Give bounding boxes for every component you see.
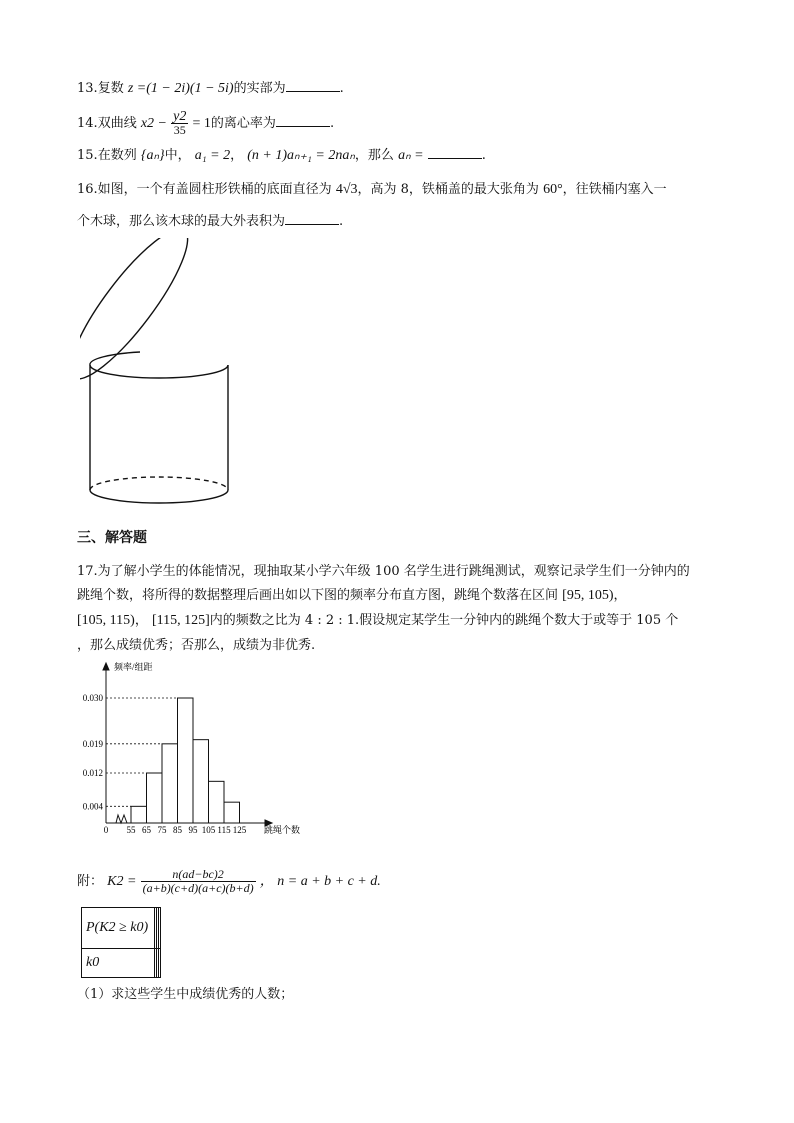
table-cell <box>159 949 161 978</box>
q17-line3 <box>77 611 678 631</box>
y-axis-title: 频率/组距 <box>114 662 153 672</box>
y-axis-arrow <box>103 663 109 670</box>
q15-ask: aₙ = <box>398 148 424 163</box>
q14-prefix: 双曲线 <box>97 116 137 131</box>
y-tick-label: 0.004 <box>82 801 103 812</box>
question-14 <box>77 110 334 138</box>
formula-denominator: (a+b)(c+d)(a+c)(b+d) <box>142 881 254 895</box>
q13-expression: z =(1 − 2i)(1 − 5i) <box>127 81 234 96</box>
y-tick-label: 0.030 <box>82 693 103 703</box>
q14-frac-den: 35 <box>173 123 186 137</box>
histogram-bar <box>147 773 163 823</box>
histogram-bar <box>193 740 209 823</box>
histogram-bar <box>224 802 240 823</box>
table-row <box>82 908 161 949</box>
formula-numerator: n(ad−bc)2 <box>141 868 256 882</box>
frequency-histogram <box>76 660 326 838</box>
q16-text-b: ，高为 8，铁桶盖的最大张角为 <box>357 182 539 197</box>
answer-blank <box>428 146 482 159</box>
q16-text-a: 16.如图，一个有盖圆柱形铁桶的底面直径为 <box>77 182 332 197</box>
q14-number: 14. <box>77 116 98 131</box>
x-tick-label: 65 <box>142 825 151 835</box>
x-tick-label: 85 <box>173 825 182 835</box>
top-front-arc <box>90 365 228 378</box>
q14-fraction <box>171 110 188 137</box>
answer-blank <box>286 79 340 92</box>
question-15 <box>77 146 486 166</box>
q15-end: . <box>481 148 486 163</box>
q16-angle: 60° <box>543 182 563 197</box>
q15-number: 15. <box>77 148 98 163</box>
q17-part1: （1）求这些学生中成绩优秀的人数； <box>77 987 294 1002</box>
q13-number: 13. <box>77 81 98 96</box>
answer-blank <box>276 114 330 127</box>
top-back-arc <box>90 352 140 365</box>
interval-3: [115, 125] <box>151 613 210 628</box>
q15-sequence: {aₙ} <box>140 148 165 163</box>
question-16-line2 <box>77 212 343 232</box>
q14-expr-a: x2 − <box>140 116 168 131</box>
critical-value-table <box>81 907 161 978</box>
q17-line2 <box>77 586 627 606</box>
q17-line1: 17.为了解小学生的体能情况，现抽取某小学六年级 100 名学生进行跳绳测试，观察记录学生们一分钟内的 <box>77 564 690 579</box>
q16-text-c: ，往铁桶内塞入一 <box>562 182 667 197</box>
y-tick-label: 0.012 <box>82 768 103 778</box>
formula-fraction <box>141 868 256 895</box>
formula <box>77 866 381 898</box>
lid-ellipse <box>80 238 204 392</box>
q15-text2: 中， <box>164 148 191 163</box>
formula-label: 附： <box>77 874 104 889</box>
q15-cond1: a₁ = 2 <box>194 148 231 163</box>
table-row <box>82 949 161 978</box>
histogram-bar <box>209 781 225 823</box>
q14-end: . <box>329 116 335 131</box>
formula-rhs: ， n = a + b + c + d. <box>259 874 381 889</box>
q14-expr-b: = 1 <box>192 116 211 131</box>
q17-line4: ，那么成绩优秀；否那么，成绩为非优秀. <box>77 638 316 653</box>
axis-break <box>116 815 127 823</box>
q16-diameter: 4√3 <box>335 182 358 197</box>
table-cell-k: k0 <box>82 949 155 978</box>
formula-lhs: K2 = <box>107 874 137 889</box>
question-16-line1 <box>77 180 667 200</box>
bottom-front-arc <box>90 490 228 503</box>
q14-suffix: 的离心率为 <box>210 116 276 131</box>
interval-1: [95, 105) <box>562 588 614 603</box>
q15-cond2: (n + 1)aₙ₊₁ = 2naₙ <box>247 148 355 163</box>
q17-comma: ， <box>613 588 627 603</box>
histogram-bar <box>178 698 194 823</box>
x-tick-label: 0 <box>103 825 109 835</box>
x-axis-title: 跳绳个数 <box>264 825 301 835</box>
x-tick-label: 115 <box>217 825 231 835</box>
q15-comma: ， <box>230 148 244 163</box>
section-title: 三、解答题 <box>77 530 147 546</box>
x-tick-label: 55 <box>126 825 136 835</box>
q17-ratio-text: 内的频数之比为 4 : 2 : 1.假设规定某学生一分钟内的跳绳个数大于或等于 105 个 <box>209 613 679 628</box>
q13-end: . <box>339 81 344 96</box>
q13-prefix: 复数 <box>97 81 124 96</box>
x-tick-label: 75 <box>157 825 167 835</box>
q15-text3: ，那么 <box>354 148 394 163</box>
question-13 <box>77 79 344 99</box>
q17-sep: ， <box>134 613 148 628</box>
q16-end: . <box>339 214 344 229</box>
interval-2: [105, 115) <box>77 613 135 628</box>
answer-blank <box>285 212 339 225</box>
bottom-back-arc <box>90 477 228 490</box>
cylinder-figure <box>80 238 240 518</box>
q13-suffix: 的实部为 <box>233 81 286 96</box>
table-cell <box>159 908 161 949</box>
histogram-bar <box>131 806 147 823</box>
histogram-bar <box>162 744 178 823</box>
x-tick-label: 125 <box>232 825 247 835</box>
q14-frac-num: y2 <box>173 109 187 124</box>
x-tick-label: 105 <box>201 825 216 835</box>
x-tick-label: 95 <box>188 825 198 835</box>
y-tick-label: 0.019 <box>82 738 103 749</box>
q17-text: 跳绳个数，将所得的数据整理后画出如以下图的频率分布直方图，跳绳个数落在区间 <box>77 588 559 603</box>
q15-text1: 在数列 <box>97 148 137 163</box>
q16-line2: 个木球，那么该木球的最大外表积为 <box>77 214 286 229</box>
table-cell-p: P(K2 ≥ k0) <box>82 908 155 949</box>
